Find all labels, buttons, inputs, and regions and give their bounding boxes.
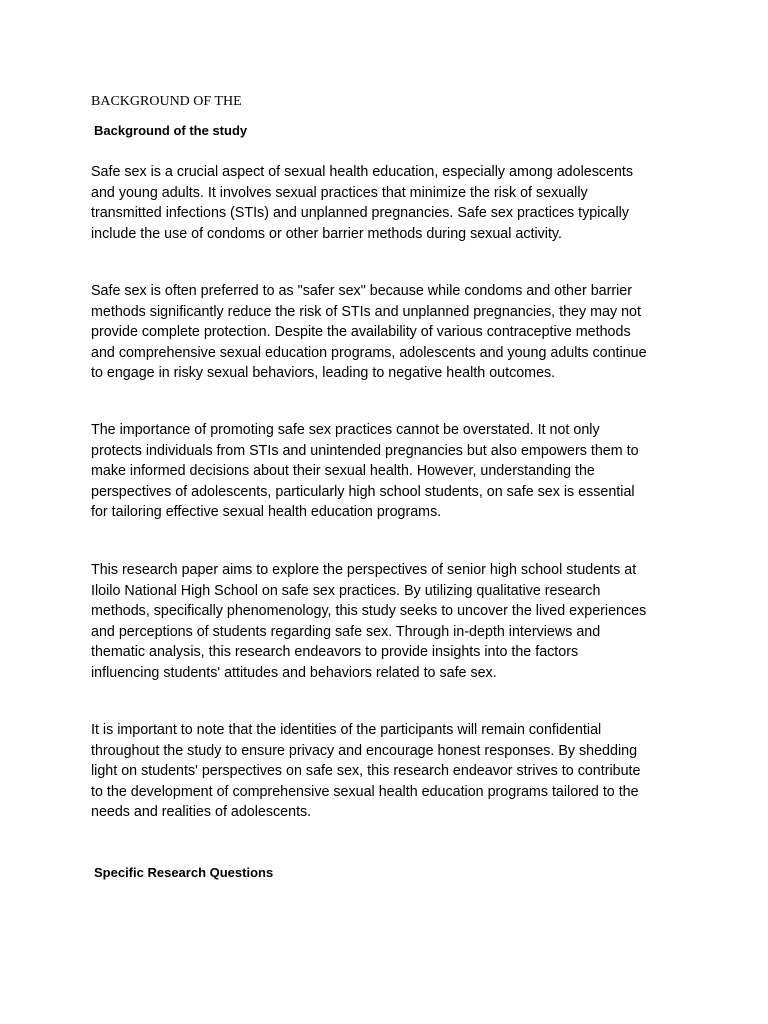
paragraph-line: to engage in risky sexual behaviors, leading to negative health outcomes. bbox=[91, 365, 556, 382]
paragraph-line: throughout the study to ensure privacy and encourage honest responses. By shedding bbox=[91, 742, 638, 759]
paragraph-line: Safe sex is a crucial aspect of sexual health education, especially among adolescents bbox=[91, 164, 634, 180]
paragraph-3 bbox=[91, 420, 691, 523]
document-heading: BACKGROUND OF THE bbox=[91, 94, 242, 109]
paragraph-line: make informed decisions about their sexual health. However, understanding the bbox=[91, 463, 595, 480]
paragraph-line: and perceptions of students regarding safe sex. Through in-depth interviews and bbox=[91, 623, 601, 640]
paragraph-2 bbox=[91, 281, 691, 384]
paragraph-5 bbox=[91, 720, 691, 823]
paragraph-line: transmitted infections (STIs) and unplanned pregnancies. Safe sex practices typically bbox=[91, 205, 629, 222]
paragraph-line: It is important to note that the identities of the participants will remain confidential bbox=[91, 722, 602, 738]
paragraph-line: This research paper aims to explore the perspectives of senior high school students at bbox=[91, 562, 637, 578]
paragraph-line: methods significantly reduce the risk of STIs and unplanned pregnancies, they may not bbox=[91, 303, 641, 320]
paragraph-line: light on students' perspectives on safe sex, this research endeavor strives to contribute bbox=[91, 763, 641, 780]
next-section-title: Specific Research Questions bbox=[94, 865, 274, 880]
paragraph-line: and young adults. It involves sexual practices that minimize the risk of sexually bbox=[91, 184, 588, 201]
paragraph-line: Iloilo National High School on safe sex practices. By utilizing qualitative research bbox=[91, 582, 601, 599]
paragraph-line: needs and realities of adolescents. bbox=[91, 804, 312, 821]
paragraph-line: methods, specifically phenomenology, this study seeks to uncover the lived experiences bbox=[91, 603, 647, 620]
paragraph-line: protects individuals from STIs and unintended pregnancies but also empowers them to bbox=[91, 442, 639, 459]
paragraph-line: perspectives of adolescents, particularly high school students, on safe sex is essential bbox=[91, 483, 635, 500]
paragraph-line: and comprehensive sexual education programs, adolescents and young adults continue bbox=[91, 344, 647, 361]
paragraph-line: to the development of comprehensive sexual health education programs tailored to the bbox=[91, 783, 639, 800]
paragraph-line: influencing students' attitudes and behaviors related to safe sex. bbox=[91, 664, 497, 681]
paragraph-line: thematic analysis, this research endeavors to provide insights into the factors bbox=[91, 644, 579, 661]
paragraph-4 bbox=[91, 560, 691, 684]
paragraph-line: Safe sex is often preferred to as "safer sex" because while condoms and other barrier bbox=[91, 283, 633, 299]
paragraph-line: provide complete protection. Despite the availability of various contraceptive methods bbox=[91, 324, 631, 341]
paragraph-1 bbox=[91, 162, 691, 244]
paragraph-line: The importance of promoting safe sex practices cannot be overstated. It not only bbox=[91, 422, 600, 438]
section-title: Background of the study bbox=[94, 123, 248, 138]
paragraph-line: for tailoring effective sexual health education programs. bbox=[91, 504, 442, 521]
paragraph-line: include the use of condoms or other barrier methods during sexual activity. bbox=[91, 225, 562, 242]
